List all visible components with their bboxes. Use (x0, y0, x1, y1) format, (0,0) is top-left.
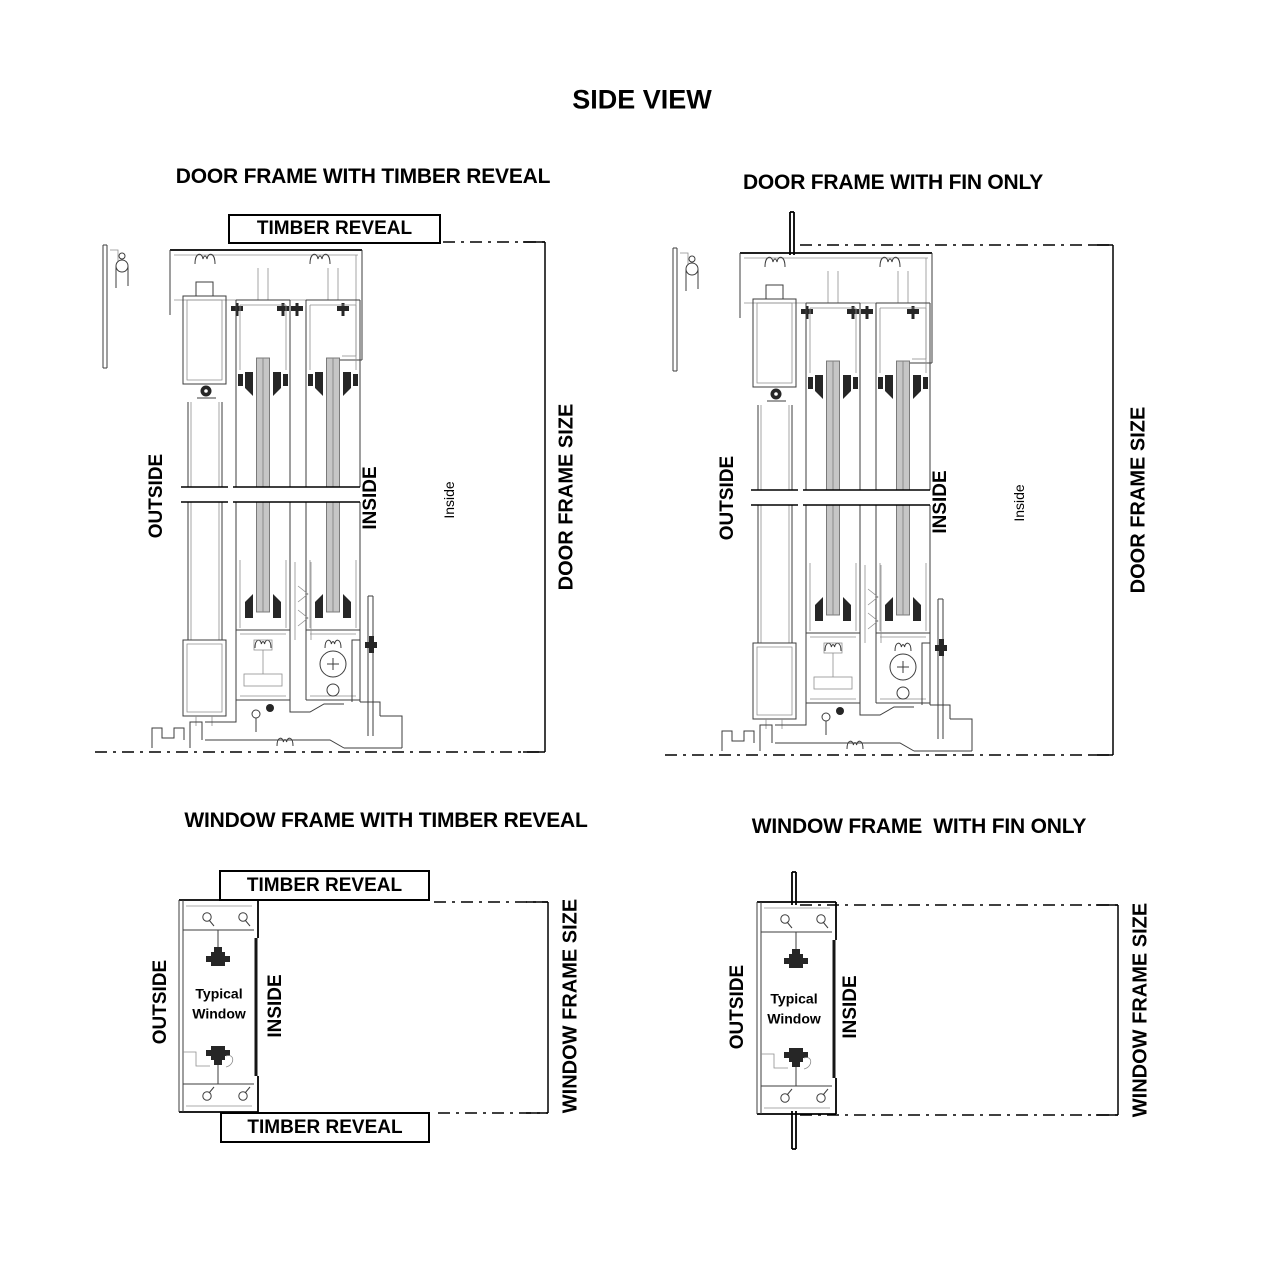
window-fin-frame-size-label: WINDOW FRAME SIZE (1129, 902, 1152, 1118)
window-fin-inside-label: INSIDE (840, 975, 861, 1039)
window-timber-outside-label: OUTSIDE (150, 959, 171, 1045)
heading-door-fin-only: DOOR FRAME WITH FIN ONLY (742, 171, 1044, 194)
heading-window-fin-only: WINDOW FRAME WITH FIN ONLY (751, 815, 1087, 838)
heading-window-timber-reveal: WINDOW FRAME WITH TIMBER REVEAL (184, 809, 588, 832)
typical-window-line2: Window (767, 1010, 821, 1026)
window-fin-outside-label: OUTSIDE (727, 964, 748, 1050)
typical-window-line2: Window (192, 1005, 246, 1021)
door-timber-inside-annotation: Inside (441, 481, 457, 519)
heading-door-timber-reveal: DOOR FRAME WITH TIMBER REVEAL (175, 165, 551, 188)
dimension-window-timber (434, 902, 548, 1113)
timber-reveal-box-door (228, 214, 441, 244)
window-timber-inside-label: INSIDE (265, 974, 286, 1038)
typical-window-annotation-timber (192, 984, 246, 1023)
timber-reveal-box-window-top-label: TIMBER REVEAL (246, 874, 403, 896)
door-fin-inside-label: INSIDE (930, 470, 951, 534)
door-timber-frame-size-label: DOOR FRAME SIZE (555, 403, 578, 591)
door-timber-inside-label: INSIDE (360, 466, 381, 530)
timber-reveal-box-window-top (219, 870, 430, 901)
typical-window-line1: Typical (770, 990, 818, 1007)
timber-reveal-box-window-bottom (220, 1112, 430, 1143)
door-fin-inside-annotation: Inside (1011, 484, 1027, 522)
door-timber-outside-label: OUTSIDE (146, 453, 167, 539)
door-fin-frame-size-label: DOOR FRAME SIZE (1127, 406, 1150, 594)
window-timber-frame-size-label: WINDOW FRAME SIZE (559, 898, 582, 1114)
typical-window-line1: Typical (195, 985, 243, 1002)
timber-reveal-box-door-label: TIMBER REVEAL (256, 218, 413, 239)
timber-reveal-box-window-bottom-label: TIMBER REVEAL (247, 1116, 403, 1138)
page-title: SIDE VIEW (572, 84, 712, 115)
typical-window-annotation-fin (767, 989, 821, 1028)
door-fin-outside-label: OUTSIDE (717, 455, 738, 541)
